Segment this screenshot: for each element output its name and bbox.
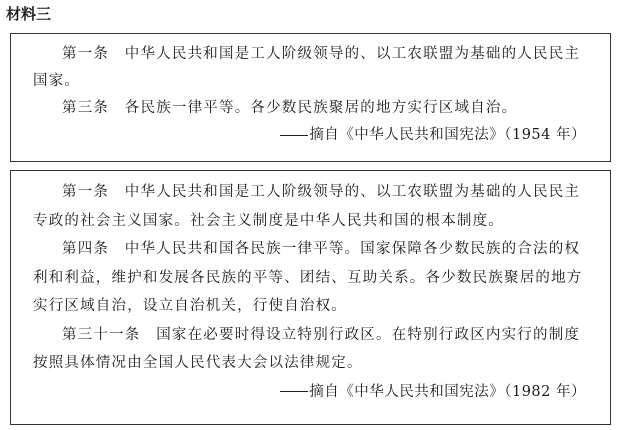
dash-line — [280, 391, 308, 392]
constitution-1982-excerpt — [10, 170, 611, 425]
source-citation-1982 — [11, 378, 610, 407]
source-text-1954: 摘自《中华人民共和国宪法》（1954 年） — [309, 127, 586, 143]
dash-line — [280, 135, 308, 136]
article-31-1982: 第三十一条 国家在必要时得设立特别行政区。在特别行政区内实行的制度按照具体情况由全国人民代表大会以法律规定。 — [33, 326, 581, 371]
constitution-1954-excerpt — [10, 33, 611, 162]
article-1-1982: 第一条 中华人民共和国是工人阶级领导的、以工农联盟为基础的人民民主专政的社会主义国家。社会主义制度是中华人民共和国的根本制度。 — [33, 184, 581, 229]
article-4-1982: 第四条 中华人民共和国各民族一律平等。国家保障各少数民族的合法的权利和利益，维护和发展各民族的平等、团结、互助关系。各少数民族聚居的地方实行区域自治，设立自治机关，行使自治权。 — [33, 241, 583, 314]
article-3-1954: 第三条 各民族一律平等。各少数民族聚居的地方实行区域自治。 — [62, 100, 518, 116]
source-citation-1954 — [11, 122, 610, 149]
source-text-1982: 摘自《中华人民共和国宪法》（1982 年） — [309, 383, 586, 400]
article-1-1954: 第一条 中华人民共和国是工人阶级领导的、以工农联盟为基础的人民民主国家。 — [33, 46, 581, 89]
material-heading: 材料三 — [6, 5, 52, 23]
